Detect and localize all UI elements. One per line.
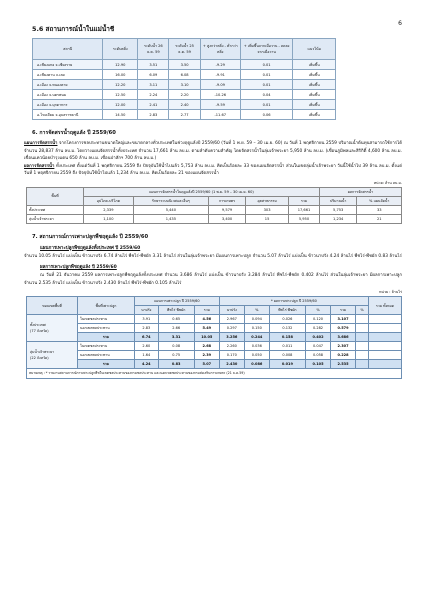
level-yesterday: 2.20 bbox=[169, 90, 200, 100]
cell bbox=[369, 342, 402, 351]
cell: 2.39 bbox=[194, 351, 219, 360]
sub-header: % bbox=[306, 306, 331, 315]
bank-level: 12.20 bbox=[103, 80, 138, 90]
cell bbox=[356, 351, 369, 360]
table-subheader-row bbox=[27, 196, 402, 205]
area-col-header: พื้นที่ bbox=[27, 187, 84, 205]
area-type: ในเขตชลประทาน bbox=[78, 342, 135, 351]
river-section-title: 5.6 สถานการณ์น้ำในแม่น้ำชี bbox=[32, 25, 115, 33]
river-col-header: สถานี bbox=[33, 39, 103, 60]
river-col-header: + สูงกว่าตลิ่ง - ต่ำกว่าตลิ่ง bbox=[200, 39, 240, 60]
diff-bank: -10.26 bbox=[200, 90, 240, 100]
table-row bbox=[33, 100, 336, 110]
cell: 2.967 bbox=[219, 315, 244, 324]
sub-header: นาปรัง bbox=[135, 306, 159, 315]
cell: 3.31 bbox=[158, 333, 194, 342]
cell: 2.307 bbox=[331, 342, 356, 351]
cell bbox=[369, 324, 402, 333]
cell: 0.132 bbox=[269, 324, 305, 333]
section-6-result-paragraph bbox=[24, 163, 402, 178]
station-name: อ.โขงเจียม จ.อุบลราชธานี bbox=[33, 110, 103, 120]
cell: 5,950 bbox=[289, 214, 320, 223]
level-yesterday: 2.77 bbox=[169, 110, 200, 120]
table-row bbox=[33, 70, 336, 80]
table-row bbox=[27, 351, 402, 360]
sub-header: รวม bbox=[194, 306, 219, 315]
cell: 5.49 bbox=[194, 324, 219, 333]
table-row bbox=[33, 60, 336, 70]
cell bbox=[369, 333, 402, 342]
table-row bbox=[27, 214, 402, 223]
cell: 1,100 bbox=[84, 214, 134, 223]
total-label: รวม bbox=[78, 333, 135, 342]
sub-header: พืชไร่ พืชผัก bbox=[269, 306, 305, 315]
diff-bank: -11.67 bbox=[200, 110, 240, 120]
cell: 21 bbox=[357, 214, 402, 223]
sub-header: รักษาระบบนิเวศและอื่นๆ bbox=[133, 196, 208, 205]
plan-label: แผนการจัดสรรน้ำ bbox=[24, 141, 58, 146]
sub-header: อุปโภค-บริโภค bbox=[84, 196, 134, 205]
cell: 0.297 bbox=[219, 324, 244, 333]
sub-header: การเกษตร bbox=[208, 196, 245, 205]
plan-group-header: แผนการจัดสรรน้ำในฤดูแล้งปี 2559/60 (1 พ.ย. 59 – 30 เม.ย. 60) bbox=[84, 187, 320, 196]
cell: 0.228 bbox=[331, 351, 356, 360]
cell: 0.086 bbox=[244, 360, 269, 369]
station-name: อ.เมือง จ.นครพนม bbox=[33, 90, 103, 100]
trend: เพิ่มขึ้น bbox=[293, 70, 336, 80]
table-row bbox=[27, 315, 402, 324]
cell: 0.65 bbox=[158, 315, 194, 324]
plan-text: จากโครงการชลประทานขนาดใหญ่และขนาดกลางทั่วประเทศในช่วงฤดูแล้งปี 2559/60 (วันที่ 1 พ.ย. 59 – 30 เม.ย. 60) ณ วันที่ 1 พฤศจิกายน 2559 ปริมาณน้ำต้นทุนสามารถใช้การได้ จำนวน 28,837 ล้าน ลบ.ม. โดยวางแผนจัดสรรน้ำทั้งประเทศ จำนวน 17,661 ล้าน ลบ.ม. ตามลำดับความสำคัญ โดยจัดสรรน้ำในลุ่มเจ้าพระยา 5,950 ล้าน ลบ.ม. (เขื่อนภูมิพลและสิริกิติ์ 4,600 ล้าน ลบ.ม. เขื่อนแควน้อยบำรุงแดน 650 ล้าน ลบ.ม. เขื่อนป่าสักฯ 700 ล้าน ลบ.ม.) bbox=[24, 141, 402, 161]
section-6-plan-paragraph bbox=[24, 140, 402, 163]
level-yesterday: 3.50 bbox=[169, 60, 200, 70]
region-note: (77 จังหวัด) bbox=[30, 329, 49, 333]
diff-yesterday: 0.01 bbox=[240, 70, 293, 80]
total-col-header: รวม ทั้งหมด bbox=[369, 297, 402, 315]
cell: 0.019 bbox=[269, 360, 305, 369]
table-row bbox=[33, 110, 336, 120]
region-name: ทั้งประเทศ bbox=[30, 323, 46, 327]
table-header-row bbox=[27, 297, 402, 306]
trend: เพิ่มขึ้น bbox=[293, 80, 336, 90]
result-label: ผลการจัดสรรน้ำ bbox=[24, 163, 55, 169]
level-today: 3.11 bbox=[138, 80, 169, 90]
water-allocation-table bbox=[26, 187, 402, 224]
cell: 9,579 bbox=[208, 205, 245, 214]
plan-group-header: แผนการเพาะปลูก ปี 2559/60 bbox=[135, 297, 220, 306]
station-name: อ.เมือง จ.มุกดาหาร bbox=[33, 100, 103, 110]
crop-unit-label: หน่วย : ล้านไร่ bbox=[379, 290, 402, 294]
region-name: ลุ่มน้ำเจ้าพระยา bbox=[30, 350, 55, 354]
cell: 2.68 bbox=[194, 342, 219, 351]
river-col-header: + เพิ่มขึ้นจากเมื่อวาน - ลดลงจากเมื่อวาน bbox=[240, 39, 293, 60]
level-yesterday: 6.08 bbox=[169, 70, 200, 80]
river-col-header: ระดับน้ำ 26 ธ.ค. 59 bbox=[138, 39, 169, 60]
station-name: อ.เมือง จ.หนองคาย bbox=[33, 80, 103, 90]
bank-level: 12.50 bbox=[103, 90, 138, 100]
cell: 0.058 bbox=[306, 351, 331, 360]
sub-header: พืชไร่ พืชผัก bbox=[158, 306, 194, 315]
cell bbox=[369, 360, 402, 369]
cell: 0.579 bbox=[331, 324, 356, 333]
cell: 4.56 bbox=[194, 315, 219, 324]
cell: 0.402 bbox=[306, 333, 331, 342]
section-6-heading: 6. การจัดสรรน้ำฤดูแล้ง ปี 2559/60 bbox=[32, 130, 116, 136]
cell: 0.047 bbox=[306, 342, 331, 351]
result-text: ทั้งประเทศ ตั้งแต่วันที่ 1 พฤศจิกายน 2559 ถึง ปัจจุบันใช้น้ำไปแล้ว 5,753 ล้าน ลบ.ม. คิดเป็นร้อยละ 33 ของแผนจัดสรรน้ำ ส่วนในเขตลุ่มน้ำเจ้าพระยา วันนี้ใช้น้ำไป 39 ล้าน ลบ.ม. ตั้งแต่วันที่ 1 พฤศจิกายน 2559 ถึง ปัจจุบันใช้น้ำไปแล้ว 1,234 ล้าน ลบ.ม. คิดเป็นร้อยละ 21 ของแผนจัดสรรน้ำ bbox=[24, 163, 402, 176]
area-name: ลุ่มน้ำเจ้าพระยา bbox=[27, 214, 84, 223]
cell: 3.256 bbox=[219, 333, 244, 342]
total-row bbox=[27, 360, 402, 369]
level-yesterday: 3.10 bbox=[169, 80, 200, 90]
diff-bank: -9.59 bbox=[200, 100, 240, 110]
level-today: 3.51 bbox=[138, 60, 169, 70]
area-name: ทั้งประเทศ bbox=[27, 205, 84, 214]
river-level-table bbox=[32, 38, 336, 120]
result-group-header: ผลการจัดสรรน้ำ bbox=[319, 187, 401, 196]
area-type: นอกเขตชลประทาน bbox=[78, 351, 135, 360]
cell: 4.24 bbox=[135, 360, 159, 369]
diff-bank: -9.29 bbox=[200, 60, 240, 70]
trend: เพิ่มขึ้น bbox=[293, 100, 336, 110]
cell: 0.008 bbox=[269, 351, 305, 360]
cell: 2.430 bbox=[219, 360, 244, 369]
cell: 3.686 bbox=[331, 333, 356, 342]
crop-result-subheading: ผลการเพาะปลูกพืชฤดูแล้ง ปี 2559/60 bbox=[40, 265, 117, 270]
region-cell bbox=[27, 342, 78, 369]
diff-bank: -9.91 bbox=[200, 70, 240, 80]
diff-yesterday: 0.01 bbox=[240, 80, 293, 90]
cell: 3,400 bbox=[208, 214, 245, 223]
bank-level: 16.00 bbox=[103, 70, 138, 80]
bank-level: 12.90 bbox=[103, 60, 138, 70]
cell: 2.60 bbox=[135, 342, 159, 351]
cell: 0.158 bbox=[269, 333, 305, 342]
area-type: ในเขตชลประทาน bbox=[78, 315, 135, 324]
footnote: หมายเหตุ : * รายงานสถานการณ์การเพาะปลูกพืชในเขตชลประทานของกรมชลประทาน และนอกเขตชลประทานของกรมส่งเสริมการเกษตร (21 ธ.ค.59) bbox=[27, 369, 402, 379]
cell: 0.83 bbox=[158, 360, 194, 369]
cell: 1.64 bbox=[135, 351, 159, 360]
cell: 33 bbox=[357, 205, 402, 214]
footnote-row bbox=[27, 369, 402, 379]
cell: 2.535 bbox=[331, 360, 356, 369]
bank-level: 14.50 bbox=[103, 110, 138, 120]
trend: เพิ่มขึ้น bbox=[293, 90, 336, 100]
cell: 0.282 bbox=[306, 324, 331, 333]
level-today: 2.83 bbox=[138, 110, 169, 120]
cell: 17,661 bbox=[289, 205, 320, 214]
crop-table bbox=[26, 296, 402, 379]
cell: 1,435 bbox=[133, 214, 208, 223]
cell: 0.036 bbox=[244, 342, 269, 351]
cell: 10.05 bbox=[194, 333, 219, 342]
total-row bbox=[27, 333, 402, 342]
sub-header: % bbox=[244, 306, 269, 315]
cell bbox=[369, 351, 402, 360]
cell: 303 bbox=[246, 205, 289, 214]
region-cell bbox=[27, 315, 78, 342]
cell: 15 bbox=[246, 214, 289, 223]
station-name: อ.เชียงแหง จ.เชียงราย bbox=[33, 60, 103, 70]
cell bbox=[356, 342, 369, 351]
diff-yesterday: 0.06 bbox=[240, 110, 293, 120]
table-row bbox=[27, 324, 402, 333]
level-yesterday: 2.40 bbox=[169, 100, 200, 110]
result-group-header: * ผลการเพาะปลูก ปี 2559/60 bbox=[219, 297, 368, 306]
area-type: นอกเขตชลประทาน bbox=[78, 324, 135, 333]
river-col-header: ระดับน้ำ 25 ธ.ค. 59 bbox=[169, 39, 200, 60]
crop-plan-paragraph: จำนวน 10.05 ล้านไร่ แบ่งเป็น ข้าวนาปรัง 6.74 ล้านไร่ พืชไร่-พืชผัก 3.31 ล้านไร่ ส่วนในลุ่มเจ้าพระยา มีแผนการเพาะปลูก จำนวน 5.07 ล้านไร่ แบ่งเป็น ข้าวนาปรัง 4.24 ล้านไร่ พืชไร่-พืชผัก 0.83 ล้านไร่ bbox=[24, 253, 402, 259]
sub-header: รวม bbox=[289, 196, 320, 205]
cell bbox=[356, 324, 369, 333]
station-name: อ.เชียงคาน จ.เลย bbox=[33, 70, 103, 80]
table-row bbox=[27, 342, 402, 351]
river-col-header: แนวโน้ม bbox=[293, 39, 336, 60]
cell: 2,339 bbox=[84, 205, 134, 214]
trend: เพิ่มขึ้น bbox=[293, 110, 336, 120]
section-7-heading: 7. สถานการณ์การเพาะปลูกพืชฤดูแล้ง ปี 2559/60 bbox=[32, 233, 149, 240]
crop-plan-subheading: แผนการเพาะปลูกพืชฤดูแล้งทั้งประเทศ ปี 2559/60 bbox=[40, 245, 141, 251]
cell: 3.91 bbox=[135, 315, 159, 324]
table-header-row bbox=[27, 187, 402, 196]
level-today: 2.41 bbox=[138, 100, 169, 110]
cell bbox=[356, 315, 369, 324]
sub-header: % แผนจัดน้ำ bbox=[357, 196, 402, 205]
cell: 1,234 bbox=[319, 214, 357, 223]
cell: 0.094 bbox=[244, 315, 269, 324]
diff-bank: -9.09 bbox=[200, 80, 240, 90]
trend: เพิ่มขึ้น bbox=[293, 60, 336, 70]
river-table-header bbox=[33, 39, 336, 60]
cell: 5.07 bbox=[194, 360, 219, 369]
level-today: 6.09 bbox=[138, 70, 169, 80]
cell: 0.75 bbox=[158, 351, 194, 360]
region-note: (22 จังหวัด) bbox=[30, 356, 49, 360]
area-col-header: พื้นที่เพาะปลูก bbox=[78, 297, 135, 315]
table-row bbox=[27, 205, 402, 214]
bank-level: 12.00 bbox=[103, 100, 138, 110]
cell: 3.107 bbox=[331, 315, 356, 324]
region-col-header: ขอบเขตพื้นที่ bbox=[27, 297, 78, 315]
cell bbox=[356, 360, 369, 369]
total-label: รวม bbox=[78, 360, 135, 369]
diff-yesterday: 0.01 bbox=[240, 60, 293, 70]
diff-yesterday: 0.04 bbox=[240, 90, 293, 100]
sub-header: นาปรัง bbox=[219, 306, 244, 315]
river-col-header: ระดับตลิ่ง bbox=[103, 39, 138, 60]
crop-result-paragraph: ณ วันที่ 21 ธันวาคม 2559 ผลการเพาะปลูกพืชฤดูแล้งทั้งประเทศ จำนวน 3.686 ล้านไร่ แบ่งเป็น ข้าวนาปรัง 3.284 ล้านไร่ พืชไร่-พืชผัก 0.402 ล้านไร่ ส่วนในลุ่มเจ้าพระยา มีผลการเพาะปลูก จำนวน 2.535 ล้านไร่ แบ่งเป็น ข้าวนาปรัง 2.430 ล้านไร่ พืชไร่-พืชผัก 0.105 ล้านไร่ bbox=[24, 273, 402, 286]
cell: 0.244 bbox=[244, 333, 269, 342]
cell: 5,753 bbox=[319, 205, 357, 214]
cell: 0.08 bbox=[158, 342, 194, 351]
sub-header: รวม bbox=[331, 306, 356, 315]
sub-header: % bbox=[356, 306, 369, 315]
cell: 0.050 bbox=[244, 351, 269, 360]
page-number: 6 bbox=[398, 20, 402, 27]
table-row bbox=[33, 90, 336, 100]
cell: 5,440 bbox=[133, 205, 208, 214]
level-today: 2.24 bbox=[138, 90, 169, 100]
cell bbox=[356, 333, 369, 342]
cell: 2.260 bbox=[219, 342, 244, 351]
sub-header: ปริมาณน้ำ bbox=[319, 196, 357, 205]
cell: 0.170 bbox=[219, 351, 244, 360]
cell: 0.011 bbox=[269, 342, 305, 351]
cell: 2.66 bbox=[158, 324, 194, 333]
cell: 6.74 bbox=[135, 333, 159, 342]
cell: 0.026 bbox=[269, 315, 305, 324]
sub-header: อุตสาหกรรม bbox=[246, 196, 289, 205]
cell: 0.150 bbox=[244, 324, 269, 333]
cell: 0.105 bbox=[306, 360, 331, 369]
diff-yesterday: 0.01 bbox=[240, 100, 293, 110]
table-row bbox=[33, 80, 336, 90]
unit-label: หน่วย: ล้าน ลบ.ม. bbox=[373, 180, 402, 185]
cell: 2.83 bbox=[135, 324, 159, 333]
cell: 0.120 bbox=[306, 315, 331, 324]
cell bbox=[369, 315, 402, 324]
